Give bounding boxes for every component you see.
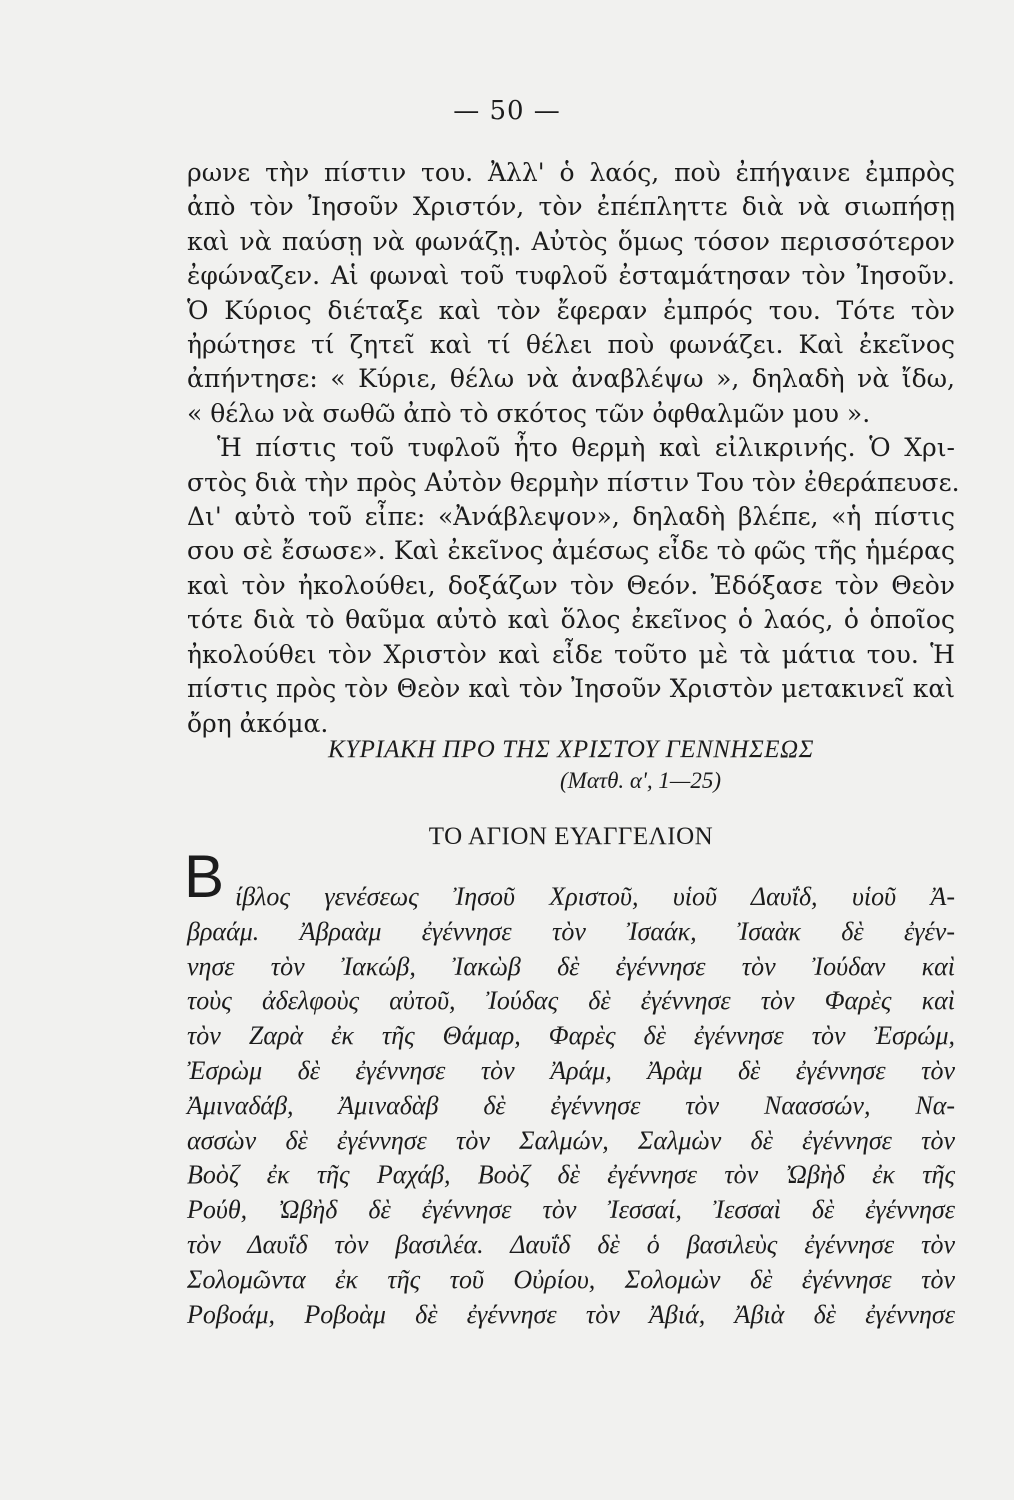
text-line: στὸς διὰ τὴν πρὸς Αὐτὸν θερμὴν πίστιν Του τὸν ἐθεράπευσε. <box>187 467 960 497</box>
drop-cap: Β <box>184 843 225 910</box>
gospel-line: Ροβοάμ, Ροβοὰμ δὲ ἐγέννησε τὸν Ἀβιά, Ἀβιὰ δὲ ἐγέννησε <box>187 1299 955 1329</box>
gospel-line: ίβλος γενέσεως Ἰησοῦ Χριστοῦ, υἱοῦ Δαυΐδ, υἱοῦ Ἀ- <box>235 882 955 911</box>
text-line: ἀπὸ τὸν Ἰησοῦν Χριστόν, τὸν ἐπέπληττε διὰ νὰ σιωπήσῃ <box>187 192 955 222</box>
gospel-line: Ρούθ, Ὠβὴδ δὲ ἐγέννησε τὸν Ἰεσσαί, Ἰεσσαὶ δὲ ἐγέννησε <box>187 1195 955 1225</box>
body-text <box>187 156 960 741</box>
gospel-text <box>187 880 955 1332</box>
gospel-heading: ΤΟ ΑΓΙΟΝ ΕΥΑΓΓΕΛΙΟΝ <box>428 823 714 850</box>
text-line: ὄρη ἀκόμα. <box>187 708 329 738</box>
gospel-line: Ἀμιναδάβ, Ἀμιναδὰβ δὲ ἐγέννησε τὸν Ναασσών, Να- <box>187 1090 955 1120</box>
section-title: ΚΥΡΙΑΚΗ ΠΡΟ ΤΗΣ ΧΡΙΣΤΟΥ ΓΕΝΝΗΣΕΩΣ <box>328 736 814 763</box>
gospel-line: τὸν Ζαρὰ ἐκ τῆς Θάμαρ, Φαρὲς δὲ ἐγέννησε τὸν Ἐσρώμ, <box>187 1021 955 1051</box>
text-line: καὶ νὰ παύσῃ νὰ φωνάζῃ. Αὐτὸς ὅμως τόσον περισσότερον <box>187 226 955 256</box>
gospel-line: Βοὸζ ἐκ τῆς Ραχάβ, Βοὸζ δὲ ἐγέννησε τὸν Ὠβὴδ ἐκ τῆς <box>187 1160 955 1190</box>
gospel-line: Ἐσρὼμ δὲ ἐγέννησε τὸν Ἀράμ, Ἀρὰμ δὲ ἐγέννησε τὸν <box>187 1055 955 1085</box>
text-line: τότε διὰ τὸ θαῦμα αὐτὸ καὶ ὅλος ἐκεῖνος ὁ λαός, ὁ ὁποῖος <box>187 605 955 635</box>
gospel-line: νησε τὸν Ἰακώβ, Ἰακὼβ δὲ ἐγέννησε τὸν Ἰούδαν καὶ <box>187 951 955 981</box>
text-line: Ὁ Κύριος διέταξε καὶ τὸν ἔφεραν ἐμπρός του. Τότε τὸν <box>187 295 955 325</box>
gospel-line: ασσὼν δὲ ἐγέννησε τὸν Σαλμών, Σαλμὼν δὲ ἐγέννησε τὸν <box>187 1125 955 1155</box>
text-line: ἀπήντησε: « Κύριε, θέλω νὰ ἀναβλέψω », δηλαδὴ νὰ ἴδω, <box>187 364 955 394</box>
gospel-line: Σολομῶντα ἐκ τῆς τοῦ Οὐρίου, Σολομὼν δὲ ἐγέννησε τὸν <box>187 1264 955 1294</box>
page-number: — 50 — <box>453 96 561 126</box>
text-line: ἠρώτησε τί ζητεῖ καὶ τί θέλει ποὺ φωνάζει. Καὶ ἐκεῖνος <box>187 330 955 360</box>
text-line: Δι' αὐτὸ τοῦ εἶπε: «Ἀνάβλεψον», δηλαδὴ βλέπε, «ἡ πίστις <box>187 502 955 532</box>
text-line: ρωνε τὴν πίστιν του. Ἀλλ' ὁ λαός, ποὺ ἐπήγαινε ἐμπρὸς <box>187 158 955 187</box>
gospel-line: βραάμ. Ἀβραὰμ ἐγέννησε τὸν Ἰσαάκ, Ἰσαὰκ δὲ ἐγέν- <box>187 916 955 946</box>
text-line: καὶ τὸν ἠκολούθει, δοξάζων τὸν Θεόν. Ἐδόξασε τὸν Θεὸν <box>187 570 955 600</box>
text-line: Ἡ πίστις τοῦ τυφλοῦ ἦτο θερμὴ καὶ εἰλικρινής. Ὁ Χρι- <box>217 433 955 463</box>
text-line: ἠκολούθει τὸν Χριστὸν καὶ εἶδε τοῦτο μὲ τὰ μάτια του. Ἡ <box>187 639 955 669</box>
scripture-reference: (Ματθ. α', 1—25) <box>560 768 722 793</box>
text-line: ἐφώναζεν. Αἱ φωναὶ τοῦ τυφλοῦ ἐσταμάτησαν τὸν Ἰησοῦν. <box>187 261 955 291</box>
text-line: πίστις πρὸς τὸν Θεὸν καὶ τὸν Ἰησοῦν Χριστὸν μετακινεῖ καὶ <box>187 674 955 704</box>
gospel-line: τὸν Δαυΐδ τὸν βασιλέα. Δαυΐδ δὲ ὁ βασιλεὺς ἐγέννησε τὸν <box>187 1229 955 1259</box>
text-line: σου σὲ ἔσωσε». Καὶ ἐκεῖνος ἀμέσως εἶδε τὸ φῶς τῆς ἡμέρας <box>187 536 955 566</box>
gospel-line: τοὺς ἀδελφοὺς αὐτοῦ, Ἰούδας δὲ ἐγέννησε τὸν Φαρὲς καὶ <box>187 986 955 1016</box>
text-line: « θέλω νὰ σωθῶ ἀπὸ τὸ σκότος τῶν ὀφθαλμῶν μου ». <box>187 398 871 428</box>
